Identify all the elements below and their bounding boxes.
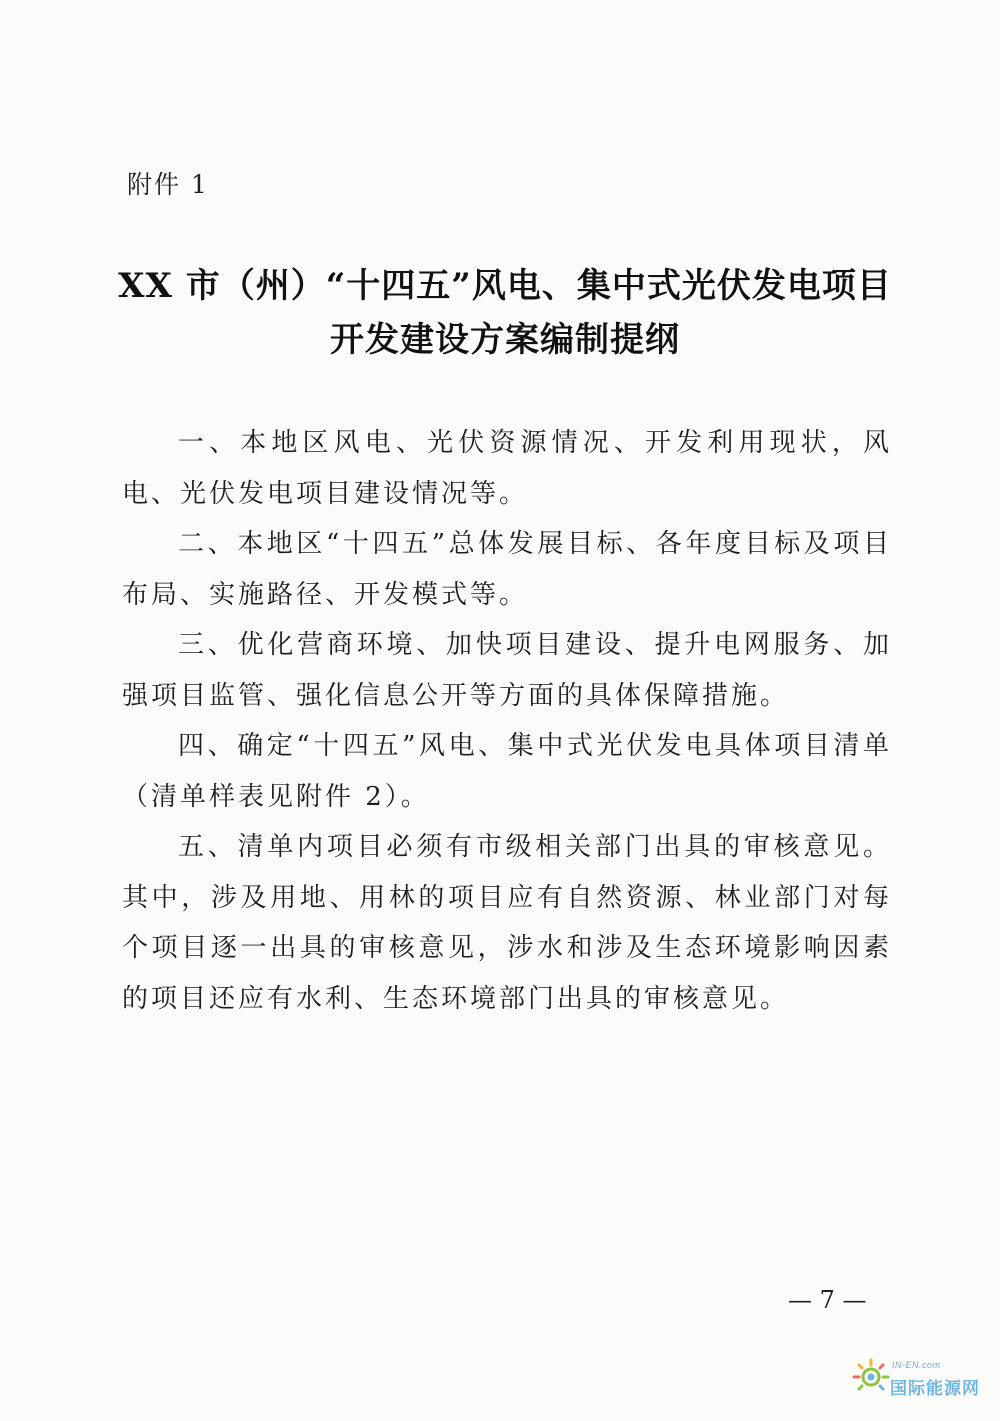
paragraph-3: 三、优化营商环境、加快项目建设、提升电网服务、加强项目监管、强化信息公开等方面的具体保障措施。 — [122, 630, 892, 711]
watermark-name: 国际能源网 — [890, 1379, 980, 1399]
page-number: — 7 — — [788, 1286, 867, 1314]
paragraph-5: 五、清单内项目必须有市级相关部门出具的审核意见。其中，涉及用地、用林的项目应有自然资源、林业部门对每个项目逐一出具的审核意见，涉水和涉及生态环境影响因素的项目还应有水利、生态环境部门出具的审核意见。 — [122, 832, 892, 1014]
document-title-line-2: 开发建设方案编制提纲 — [330, 320, 680, 360]
watermark-site: IN-EN.com — [892, 1360, 941, 1370]
paragraph-1: 一、本地区风电、光伏资源情况、开发利用现状，风电、光伏发电项目建设情况等。 — [122, 428, 892, 509]
document-title-line-1: XX 市（州）“十四五”风电、集中式光伏发电项目 — [118, 266, 892, 306]
paragraph-2: 二、本地区“十四五”总体发展目标、各年度目标及项目布局、实施路径、开发模式等。 — [122, 529, 892, 610]
site-watermark — [850, 1350, 990, 1410]
document-body — [122, 418, 892, 1024]
attachment-label: 附件 1 — [127, 170, 209, 199]
sun-logo-icon — [850, 1356, 892, 1398]
paragraph-4: 四、确定“十四五”风电、集中式光伏发电具体项目清单（清单样表见附件 2）。 — [122, 731, 892, 812]
